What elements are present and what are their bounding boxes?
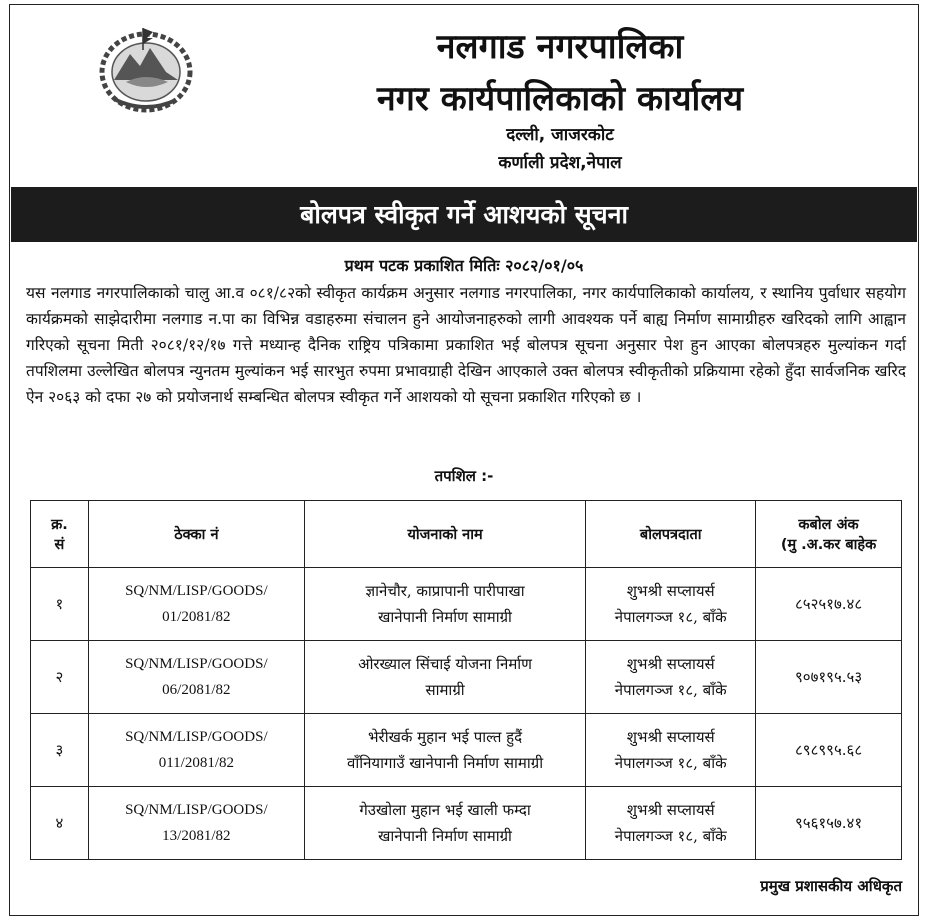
row-sn: २ — [31, 641, 89, 714]
col-header-sn: क्र. सं — [31, 501, 89, 568]
municipality-name: नलगाड नगरपालिका — [436, 27, 684, 67]
col-header-contract: ठेक्का नं — [88, 501, 304, 568]
row-contract: SQ/NM/LISP/GOODS/ 13/2081/82 — [88, 787, 304, 860]
row-amount: ८९८९९५.६८ — [756, 714, 902, 787]
row-amount: ८५२५१७.४८ — [756, 568, 902, 641]
publish-date: प्रथम पटक प्रकाशित मितिः २०८२/०१/०५ — [344, 256, 584, 275]
row-bidder: शुभश्री सप्लायर्स नेपालगञ्ज १८, बाँके — [586, 641, 756, 714]
details-heading: तपशिल :- — [434, 467, 494, 485]
row-amount: ९५६१५७.४१ — [756, 787, 902, 860]
notice-body: यस नलगाड नगरपालिकाको चालु आ.व ०८१/८२को स्वीकृत कार्यक्रम अनुसार नलगाड नगरपालिका, नगर कार्यपालिकाको कार्यालय, र स्थानिय पुर्वाधार सहयोग कार्यक्रमको साझेदारीमा नलगाड न.पा का विभिन्न वडाहरुमा संचालन हुने आयोजनाहरुको लागी आवश्यक पर्ने बाह्य निर्माण सामाग्रीहरु खरिदको लागि आह्वान गरिएको सूचना मिती २०८१/१२/१७ गत्ते मध्यान्ह दैनिक राष्ट्रिय पत्रिकामा प्रकाशित भई बोलपत्र सूचना अनुसार पेश हुन आएका बोलपत्रहरु मुल्यांकन गर्दा तपशिलमा उल्लेखित बोलपत्र न्युनतम मुल्यांकन भई सारभुत रुपमा प्रभावग्राही देखिन आएकाले उक्त बोलपत्र स्वीकृतीको प्रक्रियामा रहेको हुँदा सार्वजनिक खरिद ऐन २०६३ को दफा २७ को प्रयोजनार्थ सम्बन्धित बोलपत्र स्वीकृत गर्ने आशयको यो सूचना प्रकाशित गरिएको छ । — [26, 284, 906, 406]
notice-title-banner: बोलपत्र स्वीकृत गर्ने आशयको सूचना — [11, 187, 917, 242]
row-bidder: शुभश्री सप्लायर्स नेपालगञ्ज १८, बाँके — [586, 787, 756, 860]
table-header-row — [31, 501, 902, 568]
row-contract: SQ/NM/LISP/GOODS/ 06/2081/82 — [88, 641, 304, 714]
col-header-bidder: बोलपत्रदाता — [586, 501, 756, 568]
row-project: ओरख्याल सिंचाई योजना निर्माण सामाग्री — [304, 641, 586, 714]
row-sn: ४ — [31, 787, 89, 860]
row-contract: SQ/NM/LISP/GOODS/ 011/2081/82 — [88, 714, 304, 787]
row-contract: SQ/NM/LISP/GOODS/ 01/2081/82 — [88, 568, 304, 641]
table-row — [31, 568, 902, 641]
address-line-2: कर्णाली प्रदेश,नेपाल — [498, 153, 622, 173]
col-header-project: योजनाको नाम — [304, 501, 586, 568]
row-project: ज्ञानेचौर, काप्रापानी पारीपाखा खानेपानी निर्माण सामाग्री — [304, 568, 586, 641]
row-amount: ९०७१९५.५३ — [756, 641, 902, 714]
nepal-government-emblem-icon — [96, 22, 196, 114]
row-bidder: शुभश्री सप्लायर्स नेपालगञ्ज १८, बाँके — [586, 714, 756, 787]
row-project: गेउखोला मुहान भई खाली फम्दा खानेपानी निर्माण सामाग्री — [304, 787, 586, 860]
table-row — [31, 714, 902, 787]
row-sn: ३ — [31, 714, 89, 787]
row-project: भेरीखर्क मुहान भई पाल्त हुदैं वाँनियागाउँ खानेपानी निर्माण सामाग्री — [304, 714, 586, 787]
col-header-amount: कबोल अंक (मु .अ.कर बाहेक — [756, 501, 902, 568]
bid-table — [30, 500, 902, 860]
table-row — [31, 641, 902, 714]
row-sn: १ — [31, 568, 89, 641]
office-name: नगर कार्यपालिकाको कार्यालय — [376, 79, 744, 119]
address-line-1: दल्ली, जाजरकोट — [506, 125, 614, 145]
table-row — [31, 787, 902, 860]
row-bidder: शुभश्री सप्लायर्स नेपालगञ्ज १८, बाँके — [586, 568, 756, 641]
signature-title: प्रमुख प्रशासकीय अधिकृत — [760, 877, 902, 895]
